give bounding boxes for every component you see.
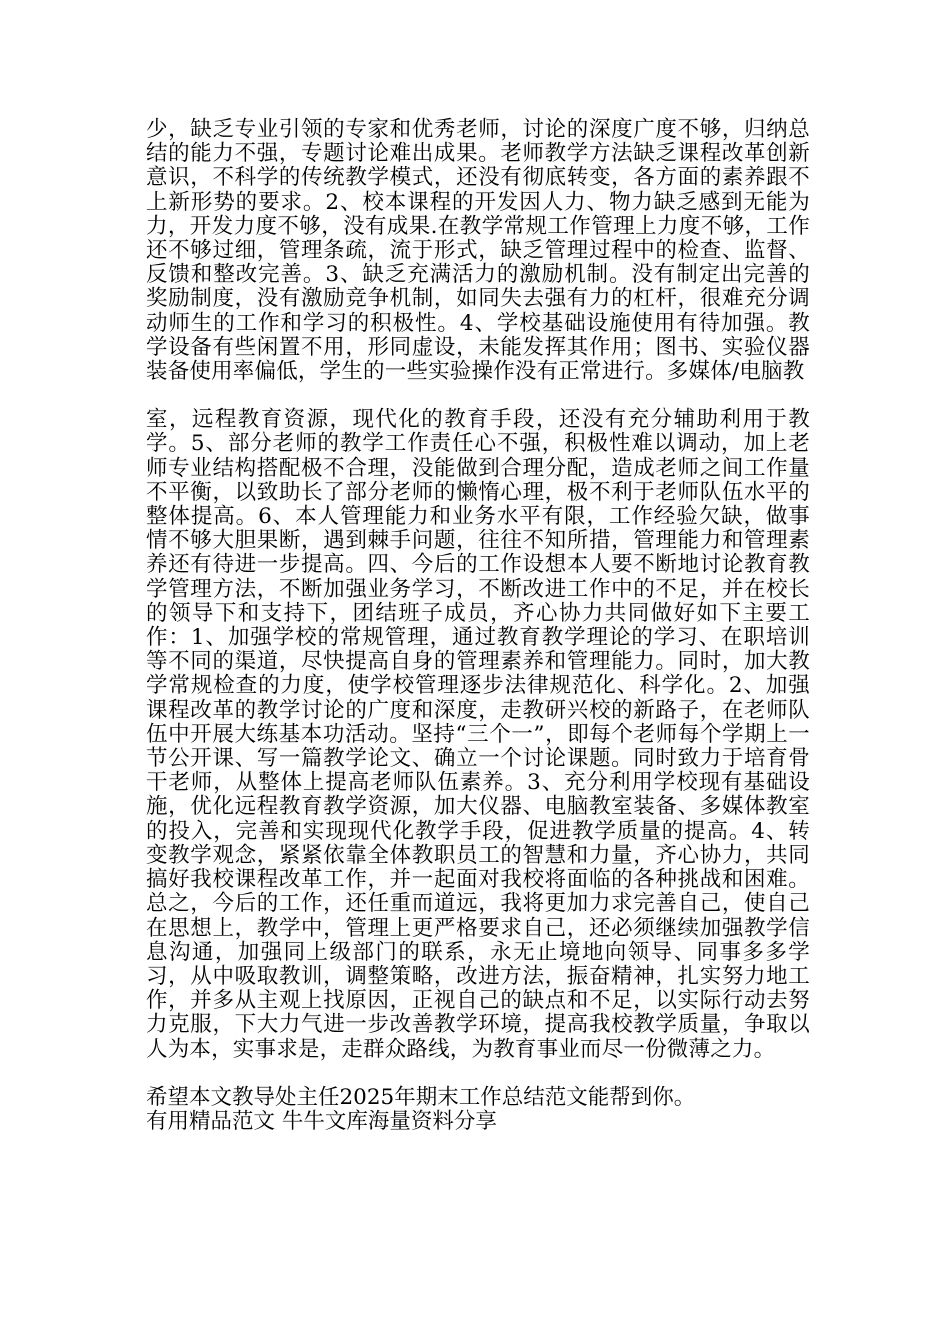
closing-block — [146, 1086, 810, 1134]
paragraph-1: 少，缺乏专业引领的专家和优秀老师，讨论的深度广度不够，归纳总结的能力不强，专题讨论难出成果。老师教学方法缺乏课程改革创新意识，不科学的传统教学模式，还没有彻底转变，各方面的素养跟不上新形势的要求。2、校本课程的开发因人力、物力缺乏感到无能为力，开发力度不够，没有成果.在教学常规工作管理上力度不够，工作还不够过细，管理条疏，流于形式，缺乏管理过程中的检查、监督、反馈和整改完善。3、缺乏充满活力的激励机制。没有制定出完善的奖励制度，没有激励竞争机制，如同失去强有力的杠杆，很难充分调动师生的工作和学习的积极性。4、学校基础设施使用有待加强。教学设备有些闲置不用，形同虚设，未能发挥其作用；图书、实验仪器装备使用率偏低，学生的一些实验操作没有正常进行。多媒体/电脑教 — [146, 117, 810, 385]
document-body — [146, 118, 810, 1134]
closing-line-1: 希望本文教导处主任2025年期末工作总结范文能帮到你。 — [146, 1084, 696, 1110]
paragraph-2: 室，远程教育资源，现代化的教育手段，还没有充分辅助利用于教学。5、部分老师的教学工作责任心不强，积极性难以调动，加上老师专业结构搭配极不合理，没能做到合理分配，造成老师之间工作量不平衡，以致助长了部分老师的懒惰心理，极不利于老师队伍水平的整体提高。6、本人管理能力和业务水平有限，工作经验欠缺，做事情不够大胆果断，遇到棘手问题，往往不知所措，管理能力和管理素养还有待进一步提高。四、今后的工作设想本人要不断地讨论教育教学管理方法，不断加强业务学习，不断改进工作中的不足，并在校长的领导下和支持下，团结班子成员，齐心协力共同做好如下主要工作：1、加强学校的常规管理，通过教育教学理论的学习、在职培训等不同的渠道，尽快提高自身的管理素养和管理能力。同时，加大教学常规检查的力度，使学校管理逐步法律规范化、科学化。2、加强课程改革的教学讨论的广度和深度，走教研兴校的新路子，在老师队伍中开展大练基本功活动。坚持“三个一”，即每个老师每个学期上一节公开课、写一篇教学论文、确立一个讨论课题。同时致力于培育骨干老师，从整体上提高老师队伍素养。3、充分利用学校现有基础设施，优化远程教育教学资源，加大仪器、电脑教室装备、多媒体教室的投入，完善和实现现代化教学手段，促进教学质量的提高。4、转变教学观念，紧紧依靠全体教职员工的智慧和力量，齐心协力，共同搞好我校课程改革工作，并一起面对我校将面临的各种挑战和困难。总之，今后的工作，还任重而道远，我将更加力求完善自己，使自己在思想上，教学中，管理上更严格要求自己，还必须继续加强教学信息沟通，加强同上级部门的联系，永无止境地向领导、同事多多学习，从中吸取教训，调整策略，改进方法，振奋精神，扎实努力地工作，并多从主观上找原因，正视自己的缺点和不足，以实际行动去努力克服，下大力气进一步改善教学环境，提高我校教学质量，争取以人为本，实事求是，走群众路线，为教育事业而尽一份微薄之力。 — [146, 407, 810, 1062]
closing-line-2: 有用精品范文 牛牛文库海量资料分享 — [146, 1108, 497, 1134]
